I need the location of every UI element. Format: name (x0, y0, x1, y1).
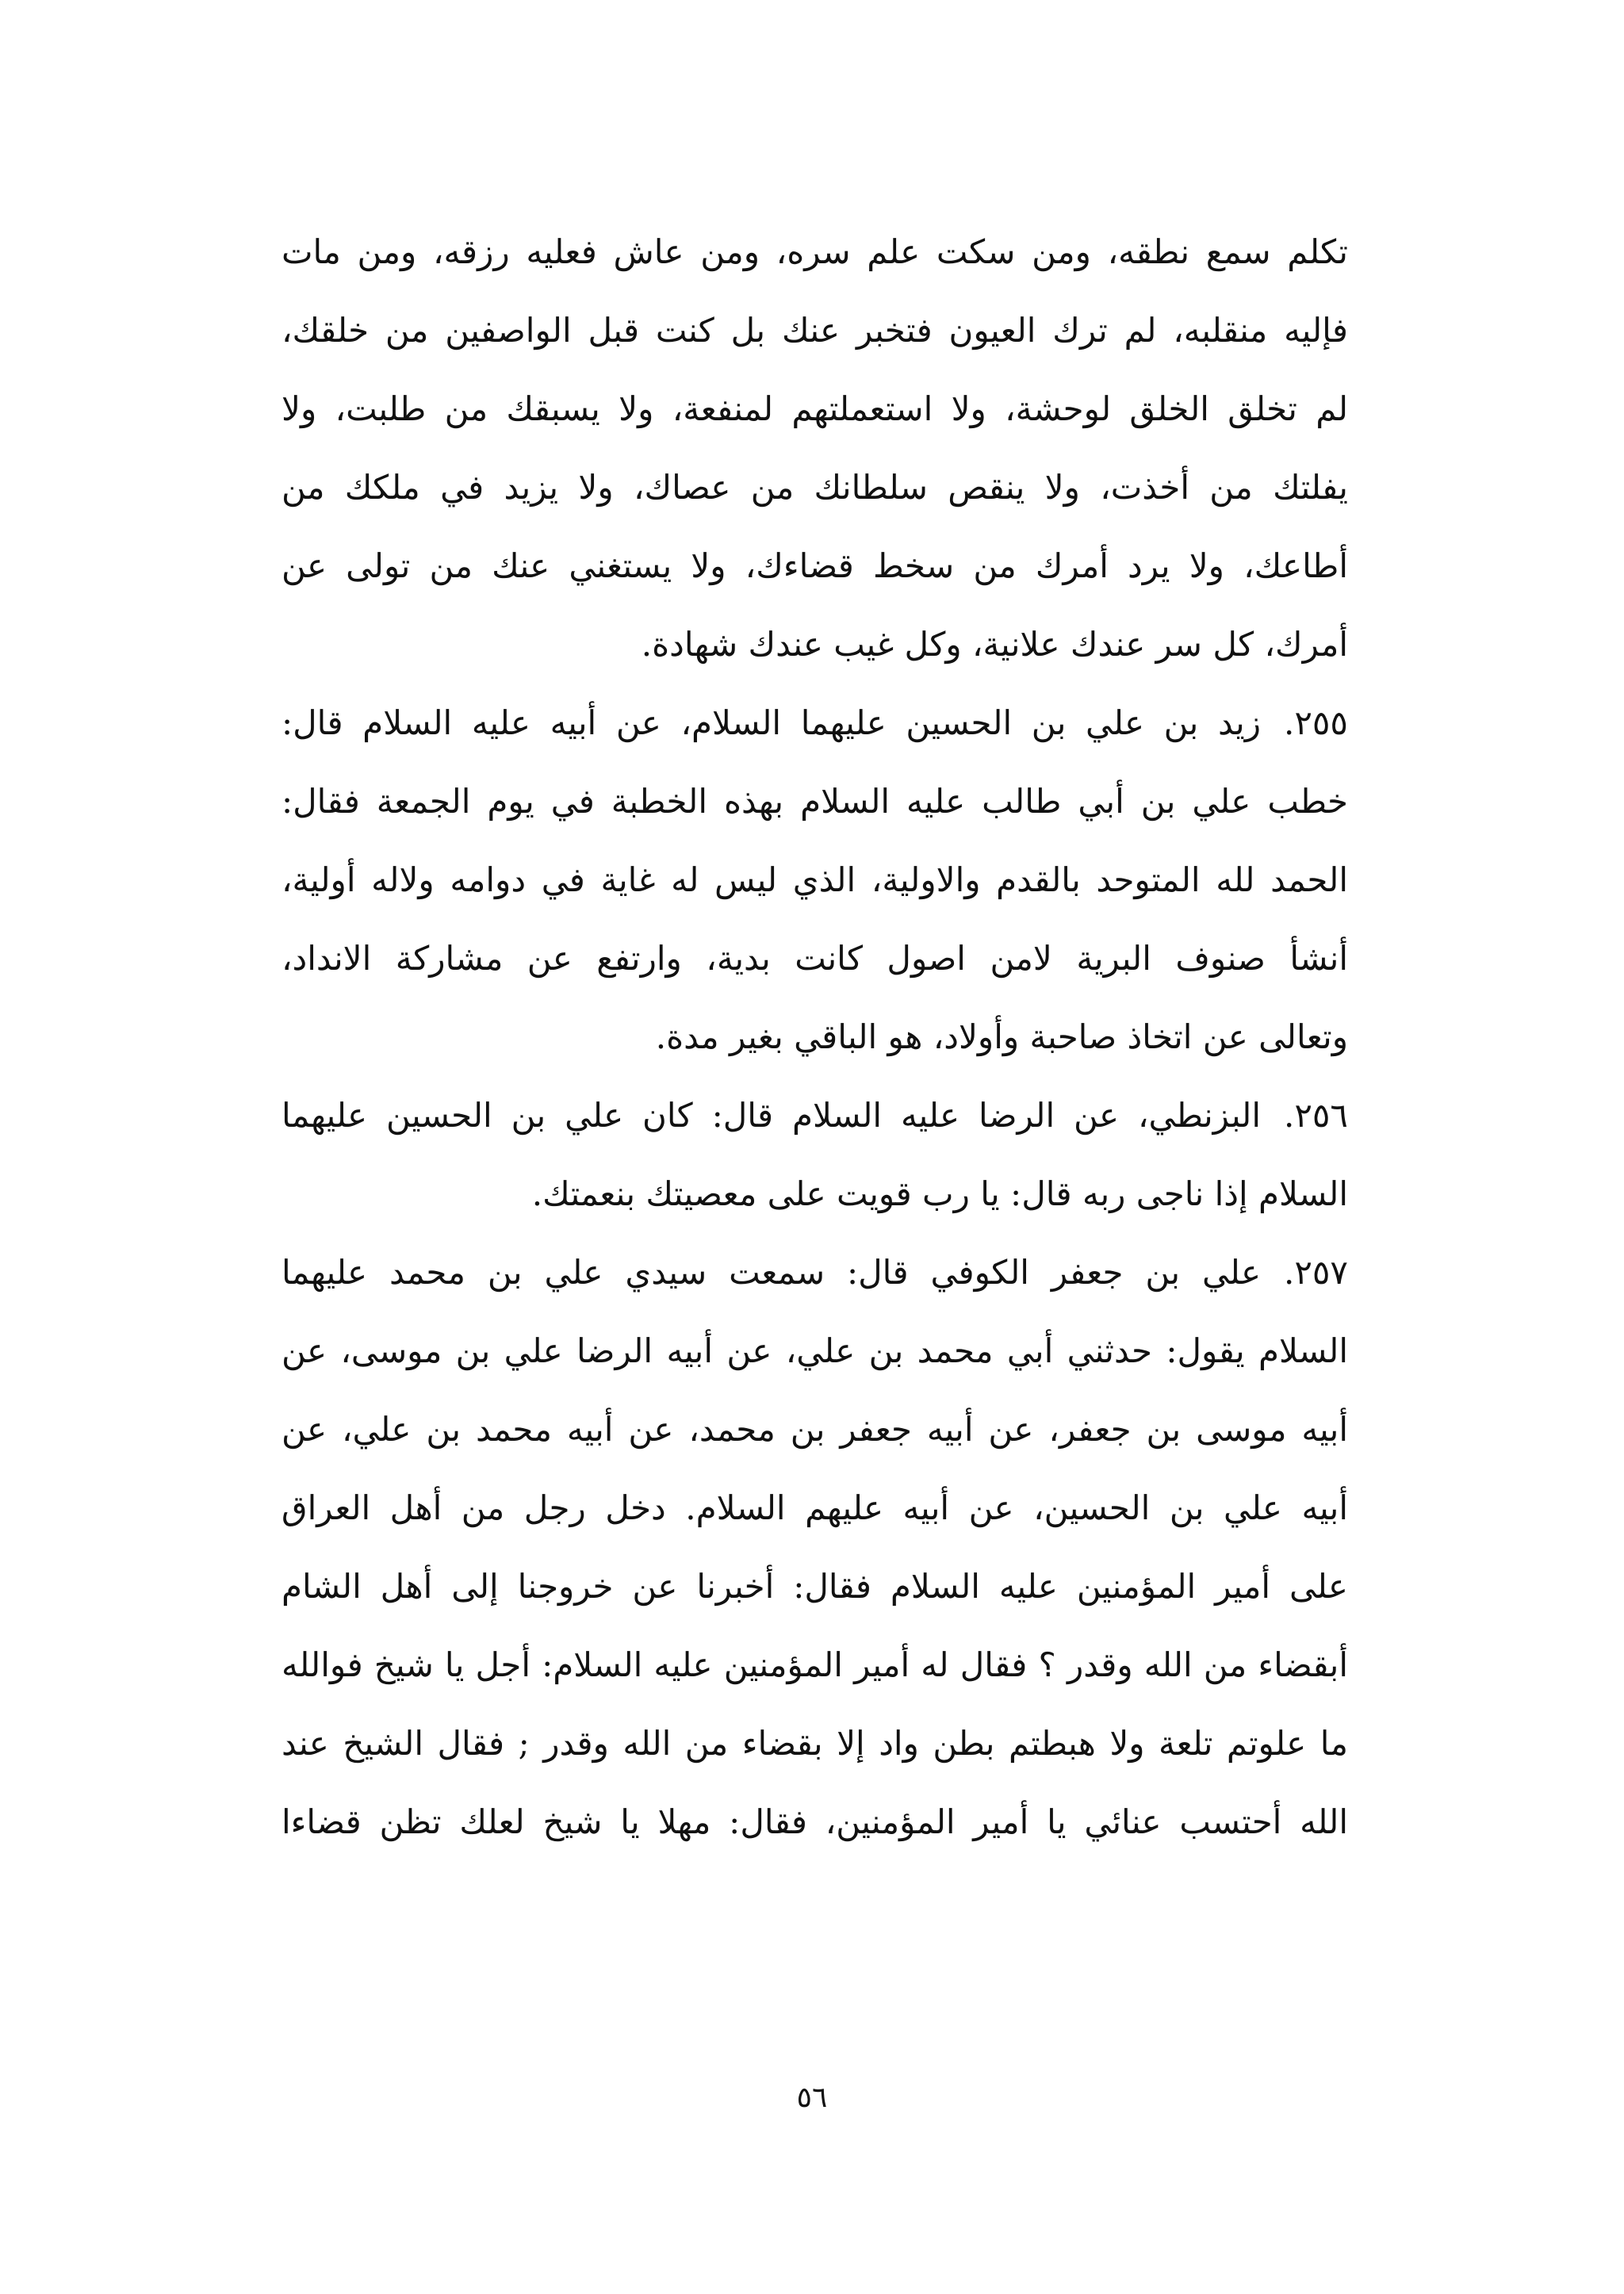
text-line: لم تخلق الخلق لوحشة، ولا استعملتهم لمنفعة، ولا يسبقك من طلبت، ولا (282, 389, 1348, 428)
text-line: فإليه منقلبه، لم ترك العيون فتخبر عنك بل كنت قبل الواصفين من خلقك، (282, 311, 1348, 350)
hadith-257-heading (282, 1233, 1348, 1312)
text-line: أمرك، كل سر عندك علانية، وكل غيب عندك شهادة. (641, 625, 1348, 664)
hadith-256-heading (282, 1076, 1348, 1155)
hadith-number: ٢٥٥. (1283, 703, 1348, 742)
text-line: أنشأ صنوف البرية لامن اصول كانت بدية، وارتفع عن مشاركة الانداد، (282, 939, 1348, 978)
text-line: السلام إذا ناجى ربه قال: يا رب قويت على معصيتك بنعمتك. (531, 1174, 1348, 1213)
text-line: أطاعك، ولا يرد أمرك من سخط قضاءك، ولا يستغني عنك من تولى عن (282, 546, 1348, 585)
text-line: أبيه موسى بن جعفر، عن أبيه جعفر بن محمد، عن أبيه محمد بن علي، عن (282, 1410, 1348, 1449)
text-line: ما علوتم تلعة ولا هبطتم بطن واد إلا بقضاء من الله وقدر ; فقال الشيخ عند (282, 1724, 1348, 1763)
text-line: أبقضاء من الله وقدر ؟ فقال له أمير المؤمنين عليه السلام: أجل يا شيخ فوالله (282, 1645, 1348, 1684)
body-text (282, 213, 1348, 1861)
text-line: وتعالى عن اتخاذ صاحبة وأولاد، هو الباقي بغير مدة. (655, 1017, 1348, 1056)
hadith-number: ٢٥٦. (1283, 1096, 1348, 1135)
text-line: يفلتك من أخذت، ولا ينقص سلطانك من عصاك، ولا يزيد في ملكك من (282, 468, 1348, 507)
text-line: علي بن جعفر الكوفي قال: سمعت سيدي علي بن محمد عليهما (282, 1253, 1261, 1292)
text-line: البزنطي، عن الرضا عليه السلام قال: كان علي بن الحسين عليهما (282, 1096, 1261, 1135)
page-number: ٥٦ (796, 2081, 828, 2114)
hadith-number: ٢٥٧. (1283, 1253, 1348, 1292)
text-line: تكلم سمع نطقه، ومن سكت علم سره، ومن عاش فعليه رزقه، ومن مات (282, 232, 1348, 271)
text-line: الله أحتسب عنائي يا أمير المؤمنين، فقال: مهلا يا شيخ لعلك تظن قضاءا (282, 1802, 1348, 1841)
text-line: السلام يقول: حدثني أبي محمد بن علي، عن أبيه الرضا علي بن موسى، عن (282, 1331, 1348, 1370)
text-line: خطب علي بن أبي طالب عليه السلام بهذه الخطبة في يوم الجمعة فقال: (282, 782, 1348, 821)
text-line: الحمد لله المتوحد بالقدم والاولية، الذي ليس له غاية في دوامه ولاله أولية، (282, 860, 1348, 899)
text-line: على أمير المؤمنين عليه السلام فقال: أخبرنا عن خروجنا إلى أهل الشام (282, 1567, 1348, 1606)
hadith-255-heading (282, 684, 1348, 762)
text-line: زيد بن علي بن الحسين عليهما السلام، عن أبيه عليه السلام قال: (282, 703, 1261, 742)
text-line: أبيه علي بن الحسين، عن أبيه عليهم السلام. دخل رجل من أهل العراق (282, 1488, 1348, 1527)
